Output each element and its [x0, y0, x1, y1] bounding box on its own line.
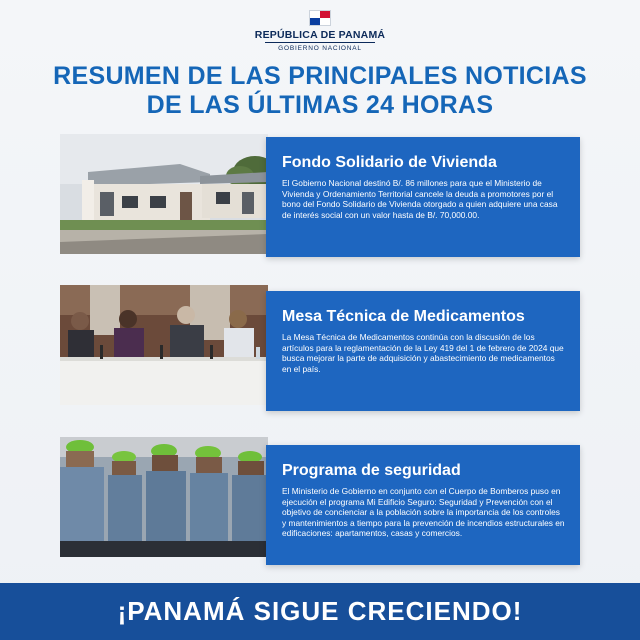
page-title [0, 62, 640, 120]
news-title-medicines: Mesa Técnica de Medicamentos [282, 308, 525, 325]
housing-photo [60, 134, 268, 254]
news-card-housing [266, 137, 580, 257]
news-card-medicines [266, 291, 580, 411]
header [0, 0, 640, 60]
title-line-1: RESUMEN DE LAS PRINCIPALES NOTICIAS [53, 62, 587, 90]
news-card-security [266, 445, 580, 565]
firefighters-photo [60, 437, 268, 557]
footer-slogan: ¡PANAMÁ SIGUE CRECIENDO! [117, 596, 523, 626]
panama-flag-icon [309, 10, 331, 26]
republic-name: REPÚBLICA DE PANAMÁ [254, 29, 386, 41]
news-body-security: El Ministerio de Gobierno en conjunto con el Cuerpo de Bomberos puso en ejecución el programa Mi Edificio Seguro: Seguridad y Prevención con el objetivo de concienciar a la población sobre la importancia de los controles y mantenimientos a tiempo para la prevención de incendios estructurales en edificaciones: apartamentos, casas y comercios. [282, 486, 565, 539]
footer-banner [0, 583, 640, 640]
news-body-housing: El Gobierno Nacional destinó B/. 86 millones para que el Ministerio de Vivienda y Ordenamiento Territorial cancele la deuda a promotores por el bono del Fondo Solidario de Vivienda otorgado a quien adquiere una casa de interés social con un valor hasta de B/. 70,000.00. [282, 178, 558, 220]
government-name: GOBIERNO NACIONAL [278, 45, 362, 52]
meeting-photo [60, 285, 268, 405]
news-body-medicines: La Mesa Técnica de Medicamentos continúa con la discusión de los artículos para la reglamentación de la Ley 419 del 1 de febrero de 2024 que busca mejorar la parte de adquisición y abastecimiento de medicamentos en el país. [282, 332, 564, 374]
header-divider [265, 42, 375, 43]
news-title-security: Programa de seguridad [282, 462, 461, 479]
title-line-2: DE LAS ÚLTIMAS 24 HORAS [146, 91, 494, 119]
news-title-housing: Fondo Solidario de Vivienda [282, 154, 497, 171]
